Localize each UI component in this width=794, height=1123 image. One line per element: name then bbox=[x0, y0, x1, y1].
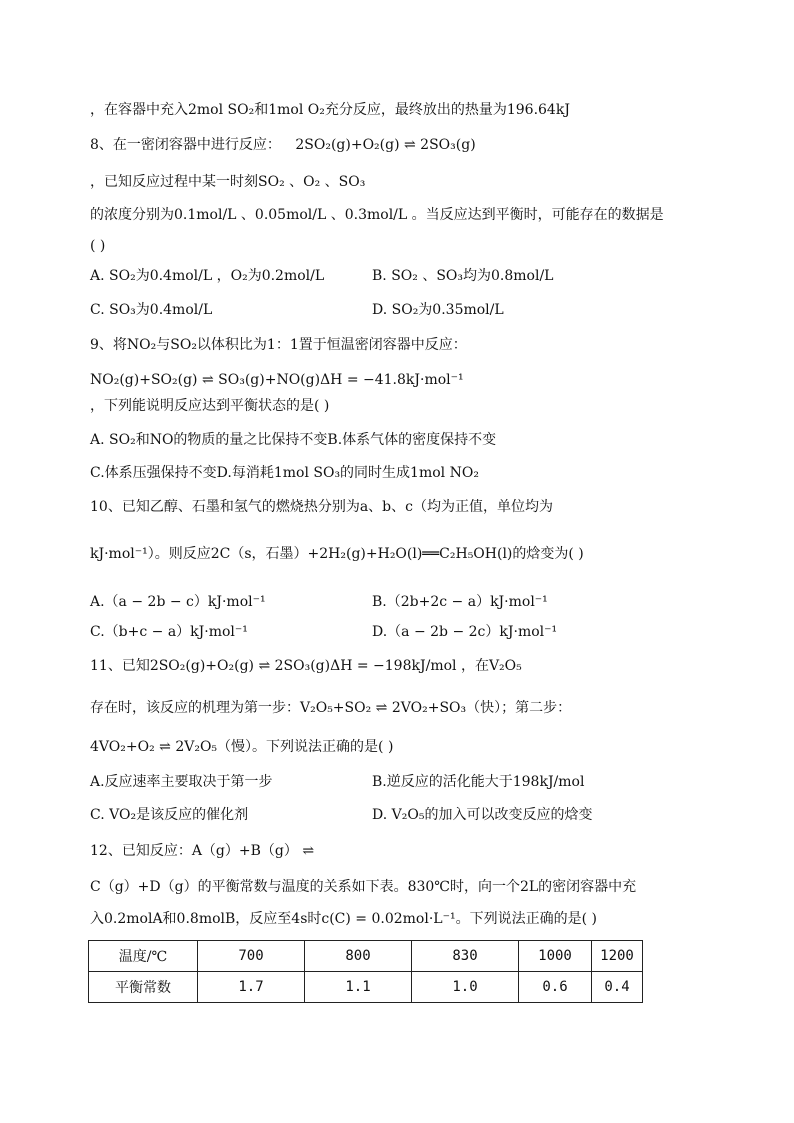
q11-line-c: 4VO₂+O₂ ⇌ 2V₂O₅（慢）。下列说法正确的是( ) bbox=[90, 739, 394, 755]
q11-stem: 11、已知2SO₂(g)+O₂(g) ⇌ 2SO₃(g)ΔH = −198kJ/mol ，在V₂O₅ bbox=[90, 658, 522, 674]
table-cell: 0.6 bbox=[519, 972, 592, 1003]
q10-option-d: D.（a − 2b − 2c）kJ·mol⁻¹ bbox=[372, 624, 558, 640]
q11-line-b: 存在时，该反应的机理为第一步：V₂O₅+SO₂ ⇌ 2VO₂+SO₃（快）；第二步： bbox=[90, 700, 572, 716]
q10-option-c: C.（b+c − a）kJ·mol⁻¹ bbox=[90, 624, 248, 640]
table-cell: 1200 bbox=[592, 941, 643, 972]
q11-option-b: B.逆反应的活化能大于198kJ/mol bbox=[372, 774, 585, 790]
q8-equation: 2SO₂(g)+O₂(g) ⇌ 2SO₃(g) bbox=[295, 137, 476, 153]
q8-option-c: C. SO₃为0.4mol/L bbox=[90, 302, 213, 318]
q10-option-b: B.（2b+2c − a）kJ·mol⁻¹ bbox=[372, 594, 548, 610]
q10-line-b: kJ·mol⁻¹）。则反应2C（s，石墨）+2H₂(g)+H₂O(l)══C₂H₅OH(l)的焓变为( ) bbox=[90, 546, 584, 562]
table-cell: 1.1 bbox=[305, 972, 412, 1003]
q12-line-c: 入0.2molA和0.8molB，反应至4s时c(C) = 0.02mol·L⁻¹。下列说法正确的是( ) bbox=[90, 911, 597, 927]
q8-option-b: B. SO₂ 、SO₃均为0.8mol/L bbox=[372, 268, 554, 284]
q10-stem: 10、已知乙醇、石墨和氢气的燃烧热分别为a、b、c（均为正值，单位均为 bbox=[90, 499, 553, 515]
q8-line-d: ( ) bbox=[90, 238, 106, 254]
q11-option-a: A.反应速率主要取决于第一步 bbox=[90, 774, 273, 790]
q12-line-b: C（g）+D（g）的平衡常数与温度的关系如下表。830℃时，向一个2L的密闭容器中充 bbox=[90, 879, 637, 895]
q9-option-cd: C.体系压强保持不变D.每消耗1mol SO₃的同时生成1mol NO₂ bbox=[90, 465, 479, 481]
table-cell: 700 bbox=[198, 941, 305, 972]
table-cell: 1.0 bbox=[412, 972, 519, 1003]
q9-option-ab: A. SO₂和NO的物质的量之比保持不变B.体系气体的密度保持不变 bbox=[90, 432, 497, 448]
table-cell: 1000 bbox=[519, 941, 592, 972]
table-cell: 1.7 bbox=[198, 972, 305, 1003]
equilibrium-table bbox=[88, 940, 643, 1003]
q11-option-c: C. VO₂是该反应的催化剂 bbox=[90, 807, 249, 823]
q11-option-d: D. V₂O₅的加入可以改变反应的焓变 bbox=[372, 807, 593, 823]
table-row-temperature bbox=[89, 941, 643, 972]
table-row-constant bbox=[89, 972, 643, 1003]
q9-equation: NO₂(g)+SO₂(g) ⇌ SO₃(g)+NO(g)ΔH = −41.8kJ·mol⁻¹ bbox=[90, 372, 464, 388]
table-header-constant: 平衡常数 bbox=[89, 972, 198, 1003]
q8-text: 8、在一密闭容器中进行反应： bbox=[90, 137, 281, 153]
q8-line-c: 的浓度分别为0.1mol/L 、0.05mol/L 、0.3mol/L 。当反应达到平衡时，可能存在的数据是 bbox=[90, 207, 664, 223]
q8-option-d: D. SO₂为0.35mol/L bbox=[372, 302, 504, 318]
q9-line-b: ，下列能说明反应达到平衡状态的是( ) bbox=[90, 398, 330, 414]
table-cell: 0.4 bbox=[592, 972, 643, 1003]
line-q7-tail: ，在容器中充入2mol SO₂和1mol O₂充分反应，最终放出的热量为196.64kJ bbox=[90, 102, 570, 118]
table-cell: 830 bbox=[412, 941, 519, 972]
table-header-temperature: 温度/℃ bbox=[89, 941, 198, 972]
q8-line-b: ，已知反应过程中某一时刻SO₂ 、O₂ 、SO₃ bbox=[90, 174, 366, 190]
table-cell: 800 bbox=[305, 941, 412, 972]
q8-option-a: A. SO₂为0.4mol/L ，O₂为0.2mol/L bbox=[90, 268, 325, 284]
q12-stem: 12、已知反应：A（g）+B（g） ⇌ bbox=[90, 843, 315, 859]
q10-option-a: A.（a − 2b − c）kJ·mol⁻¹ bbox=[90, 594, 266, 610]
q8-stem bbox=[90, 135, 476, 155]
q9-stem: 9、将NO₂与SO₂以体积比为1：1置于恒温密闭容器中反应： bbox=[90, 337, 467, 353]
